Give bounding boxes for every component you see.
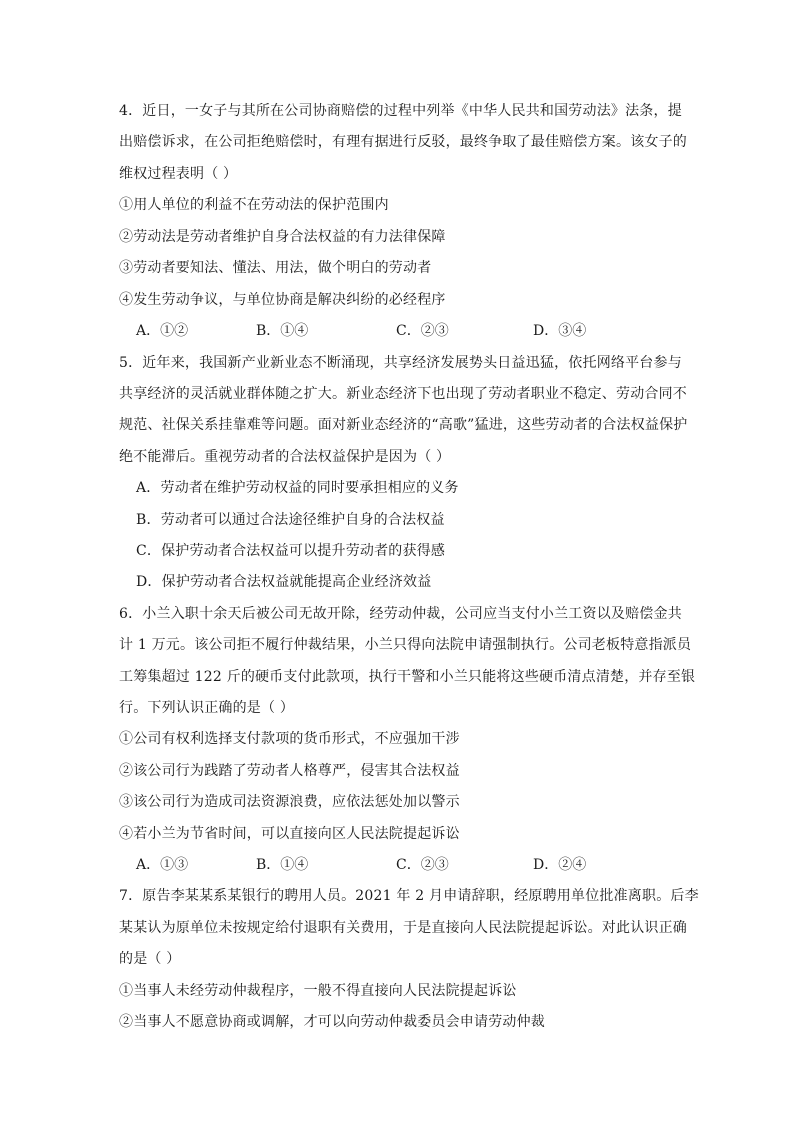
q6-option-a: A．①③: [136, 857, 189, 873]
q4-option-b: B．①④: [256, 323, 309, 339]
q5-stem-line-4: 绝不能滞后。重视劳动者的合法权益保护是因为（ ）: [119, 449, 451, 465]
q6-statement-1: ①公司有权利选择支付款项的货币形式，不应强加干涉: [119, 731, 460, 747]
q6-stem-line-2: 计 1 万元。该公司拒不履行仲裁结果，小兰只得向法院申请强制执行。公司老板特意指派员: [119, 637, 692, 653]
q7-statement-2: ②当事人不愿意协商或调解，才可以向劳动仲裁委员会申请劳动仲裁: [119, 1014, 545, 1030]
q7-stem-line-2: 某某认为原单位未按规定给付退职有关费用，于是直接向人民法院提起诉讼。对此认识正确: [119, 920, 687, 936]
q5-option-d: D．保护劳动者合法权益就能提高企业经济效益: [136, 574, 432, 590]
q6-option-d: D．②④: [533, 857, 587, 873]
q4-options: [136, 321, 656, 341]
q4-option-c: C．②③: [396, 323, 449, 339]
q6-stem-line-3: 工筹集超过 122 斤的硬币支付此款项，执行干警和小兰只能将这些硬币清点清楚，并存至银: [119, 669, 696, 685]
q5-stem-line-2: 共享经济的灵活就业群体随之扩大。新业态经济下也出现了劳动者职业不稳定、劳动合同不: [119, 386, 687, 402]
q6-option-b: B．①④: [256, 857, 309, 873]
q5-option-c: C．保护劳动者合法权益可以提升劳动者的获得感: [136, 543, 446, 559]
q4-option-d: D．③④: [533, 323, 587, 339]
q6-option-c: C．②③: [396, 857, 449, 873]
q7-statement-1: ①当事人未经劳动仲裁程序，一般不得直接向人民法院提起诉讼: [119, 983, 517, 999]
q6-statement-3: ③该公司行为造成司法资源浪费，应依法惩处加以警示: [119, 794, 460, 810]
q4-statement-3: ③劳动者要知法、懂法、用法，做个明白的劳动者: [119, 260, 432, 276]
q4-statement-4: ④发生劳动争议，与单位协商是解决纠纷的必经程序: [119, 292, 446, 308]
q4-option-a: A．①②: [136, 323, 189, 339]
q4-statement-1: ①用人单位的利益不在劳动法的保护范围内: [119, 197, 389, 213]
q7-stem-line-3: 的是（ ）: [119, 951, 181, 967]
q6-stem-line-1: 6．小兰入职十余天后被公司无故开除，经劳动仲裁，公司应当支付小兰工资以及赔偿金共: [119, 606, 682, 622]
q6-stem-line-4: 行。下列认识正确的是（ ）: [119, 700, 295, 716]
q6-statement-4: ④若小兰为节省时间，可以直接向区人民法院提起诉讼: [119, 826, 460, 842]
q5-stem-line-3: 规范、社保关系挂靠难等问题。面对新业态经济的“高歌”猛进，这些劳动者的合法权益保护: [119, 417, 688, 433]
q5-option-a: A．劳动者在维护劳动权益的同时要承担相应的义务: [136, 480, 459, 496]
q6-statement-2: ②该公司行为践踏了劳动者人格尊严，侵害其合法权益: [119, 763, 460, 779]
q4-stem-line-2: 出赔偿诉求，在公司拒绝赔偿时，有理有据进行反驳，最终争取了最佳赔偿方案。该女子的: [119, 134, 687, 150]
q6-options: [136, 855, 656, 875]
q4-stem-line-3: 维权过程表明（ ）: [119, 166, 238, 182]
q5-stem-line-1: 5．近年来，我国新产业新业态不断涌现，共享经济发展势头日益迅猛，依托网络平台参与: [119, 355, 682, 371]
q5-option-b: B．劳动者可以通过合法途径维护自身的合法权益: [136, 512, 445, 528]
q4-stem-line-1: 4．近日，一女子与其所在公司协商赔偿的过程中列举《中华人民共和国劳动法》法条，提: [119, 103, 682, 119]
q7-stem-line-1: 7．原告李某某系某银行的聘用人员。2021 年 2 月申请辞职，经原聘用单位批准离职。后李: [119, 888, 699, 904]
q4-statement-2: ②劳动法是劳动者维护自身合法权益的有力法律保障: [119, 229, 446, 245]
